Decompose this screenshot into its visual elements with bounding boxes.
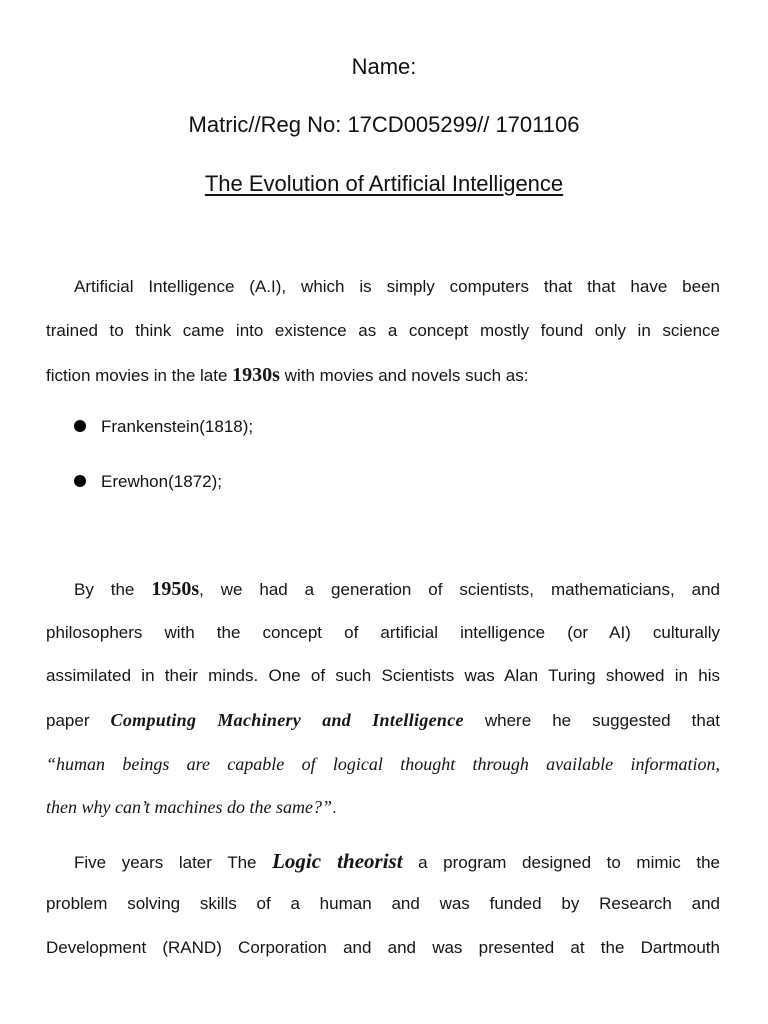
paragraph1-line3 [46,364,720,387]
bullet-icon [74,420,86,432]
paragraph3-line1-start: Five years later The [74,853,273,872]
paragraph1-line1: Artificial Intelligence (A.I), which is simply computers that that have been [74,277,720,296]
logic-theorist-term: Logic theorist [272,849,403,873]
matric-number: Matric//Reg No: 17CD005299// 1701106 [188,112,580,137]
paragraph1-line3-start: fiction movies in the late [46,366,233,385]
paragraph3-line3: Development (RAND) Corporation and and was presented at the Dartmouth [46,938,720,957]
name-label: Name: [351,54,417,79]
list-item [74,471,222,493]
paragraph2-line4-start: paper [46,711,111,730]
document-title: The Evolution of Artificial Intelligence [204,171,564,196]
list-item-text: Frankenstein(1818); [101,417,254,436]
paragraph2-line2: philosophers with the concept of artificial intelligence (or AI) culturally [46,623,720,642]
paragraph3-line1-end: a program designed to mimic the [402,853,720,872]
turing-quote-end: then why can’t machines do the same?” [46,797,332,817]
paragraph3-line1 [74,850,720,874]
paragraph1-line3-end: with movies and novels such as: [279,366,529,385]
year-1930s: 1930s [232,364,280,386]
list-item [74,416,253,438]
quote-period: . [331,798,337,817]
year-1950s: 1950s [151,578,200,600]
bullet-icon [74,475,86,487]
paragraph2-line4-end: where he suggested that [463,711,721,730]
paper-title: Computing Machinery and Intelligence [110,710,464,730]
turing-quote-line1: “human beings are capable of logical thought through available information, [46,754,720,774]
paragraph2-line3: assimilated in their minds. One of such Scientists was Alan Turing showed in his [46,666,720,685]
paragraph2-line4 [46,709,720,732]
turing-quote-line2 [46,796,720,819]
list-item-text: Erewhon(1872); [101,472,222,491]
paragraph1-line2: trained to think came into existence as a concept mostly found only in science [46,321,720,340]
paragraph2-line1 [74,578,720,601]
paragraph3-line2: problem solving skills of a human and was funded by Research and [46,894,720,913]
paragraph2-line1-end: , we had a generation of scientists, mathematicians, and [199,580,720,599]
paragraph2-line1-start: By the [74,580,152,599]
